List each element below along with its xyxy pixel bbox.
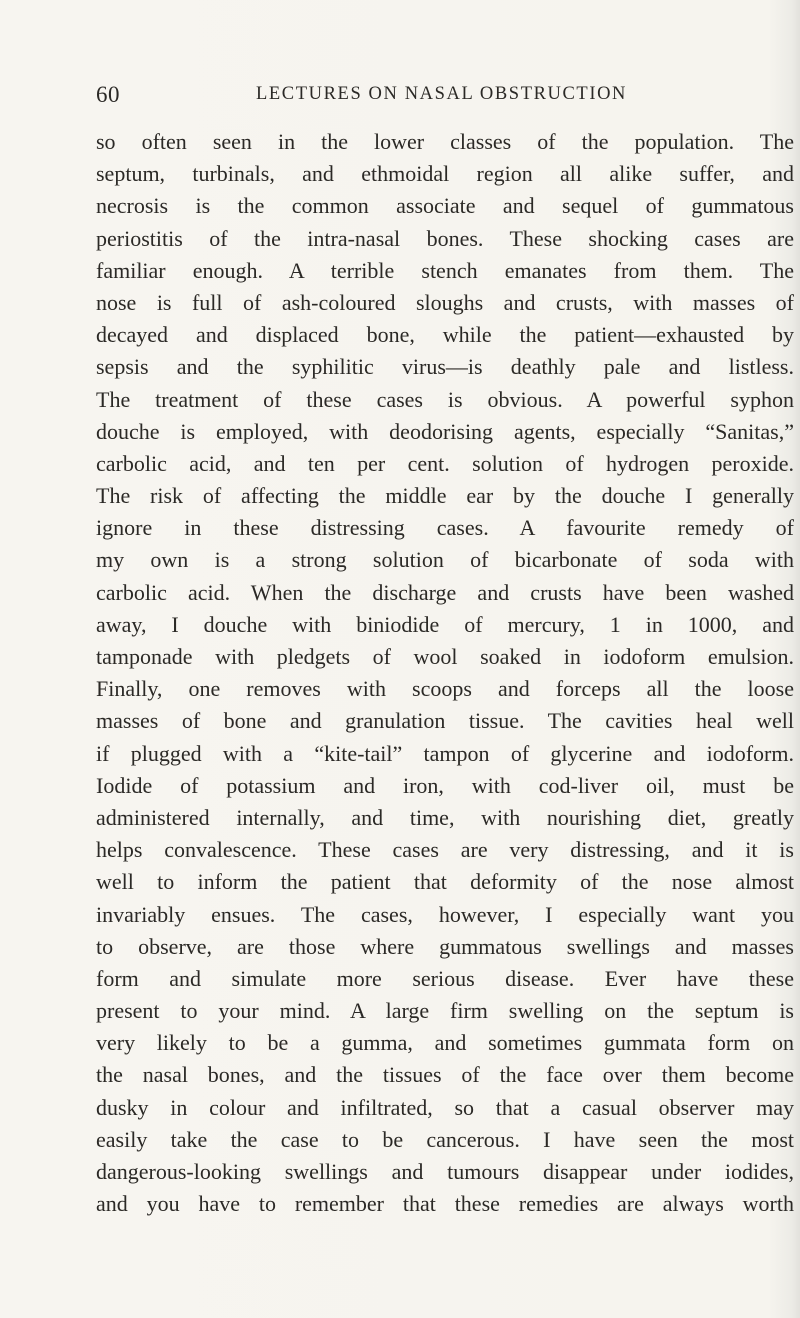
text-line: helps convalescence. These cases are very distressing, and it is xyxy=(96,837,794,863)
text-line: form and simulate more serious disease. Ever have these xyxy=(96,965,794,991)
text-line: easily take the case to be cancerous. I have seen the most xyxy=(96,1126,794,1152)
body-text xyxy=(96,126,794,1220)
text-line: The risk of affecting the middle ear by the douche I generally xyxy=(96,483,794,509)
text-line: Iodide of potassium and iron, with cod-liver oil, must be xyxy=(96,772,794,798)
text-line: The treatment of these cases is obvious. A powerful syphon xyxy=(96,386,794,412)
page-number: 60 xyxy=(96,82,120,107)
text-line: well to inform the patient that deformity of the nose almost xyxy=(96,869,794,895)
text-line: carbolic acid, and ten per cent. solution of hydrogen peroxide. xyxy=(96,450,794,476)
text-line: decayed and displaced bone, while the patient—exhausted by xyxy=(96,322,794,348)
text-line: necrosis is the common associate and sequel of gummatous xyxy=(96,193,794,219)
text-line: Finally, one removes with scoops and forceps all the loose xyxy=(96,676,794,702)
text-line: douche is employed, with deodorising agents, especially “Sanitas,” xyxy=(96,418,794,444)
text-line: sepsis and the syphilitic virus—is deathly pale and listless. xyxy=(96,354,794,380)
text-line: dangerous-looking swellings and tumours disappear under iodides, xyxy=(96,1159,794,1184)
running-head-title: LECTURES ON NASAL OBSTRUCTION xyxy=(256,84,628,104)
text-line: carbolic acid. When the discharge and crusts have been washed xyxy=(96,579,794,605)
text-line: very likely to be a gumma, and sometimes gummata form on xyxy=(96,1030,794,1056)
text-line: masses of bone and granulation tissue. The cavities heal well xyxy=(96,708,794,734)
text-line: my own is a strong solution of bicarbonate of soda with xyxy=(96,547,794,573)
text-line: away, I douche with biniodide of mercury, 1 in 1000, and xyxy=(96,611,794,637)
text-line: periostitis of the intra-nasal bones. These shocking cases are xyxy=(96,225,794,251)
text-line: ignore in these distressing cases. A favourite remedy of xyxy=(96,515,794,541)
text-line: septum, turbinals, and ethmoidal region all alike suffer, and xyxy=(96,161,794,187)
text-line: to observe, are those where gummatous swellings and masses xyxy=(96,933,794,959)
text-line: invariably ensues. The cases, however, I especially want you xyxy=(96,901,794,927)
text-line: familiar enough. A terrible stench emanates from them. The xyxy=(96,257,794,283)
text-line: tamponade with pledgets of wool soaked in iodoform emulsion. xyxy=(96,644,794,669)
text-line: so often seen in the lower classes of the population. The xyxy=(96,129,794,154)
running-head xyxy=(0,82,800,112)
text-line: administered internally, and time, with nourishing diet, greatly xyxy=(96,804,794,830)
text-line: if plugged with a “kite-tail” tampon of glycerine and iodoform. xyxy=(96,740,794,766)
text-line: present to your mind. A large firm swelling on the septum is xyxy=(96,998,794,1024)
text-line: the nasal bones, and the tissues of the face over them become xyxy=(96,1062,794,1088)
text-line: and you have to remember that these remedies are always worth xyxy=(96,1191,794,1217)
text-line: dusky in colour and infiltrated, so that a casual observer may xyxy=(96,1094,794,1120)
text-line: nose is full of ash-coloured sloughs and crusts, with masses of xyxy=(96,289,794,315)
